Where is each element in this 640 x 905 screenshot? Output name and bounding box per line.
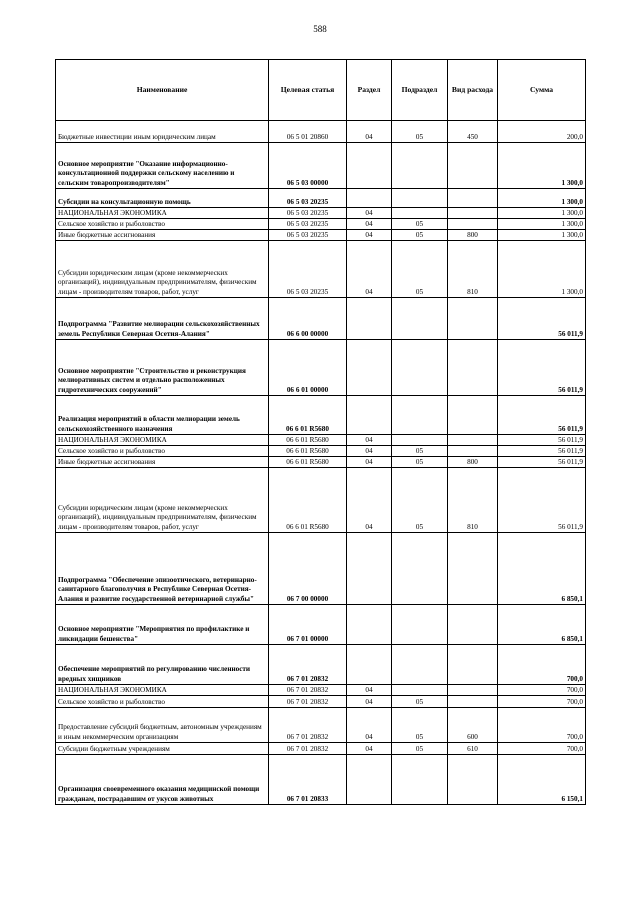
row-vid: 450: [448, 121, 498, 143]
table-row: [56, 743, 586, 755]
row-vid: [448, 446, 498, 457]
row-name: Основное мероприятие "Оказание информационно-консультационной поддержки сельскому населению и сельским товаропроизводителям": [56, 143, 269, 189]
row-razdel: 04: [347, 230, 392, 241]
row-name: Сельское хозяйство и рыболовство: [56, 219, 269, 230]
row-vid: [448, 605, 498, 645]
row-podrazdel: 05: [392, 743, 448, 755]
row-podrazdel: [392, 685, 448, 696]
row-vid: 610: [448, 743, 498, 755]
table-row: [56, 143, 586, 189]
table-row: [56, 685, 586, 696]
row-podrazdel: [392, 298, 448, 340]
row-code: 06 5 03 20235: [269, 241, 347, 298]
row-name: Субсидии юридическим лицам (кроме некоммерческих организаций), индивидуальным предпринимателям, физическим лицам - производителям товаров, работ, услуг: [56, 468, 269, 533]
row-podrazdel: 05: [392, 121, 448, 143]
row-code: 06 7 01 20832: [269, 743, 347, 755]
row-podrazdel: 05: [392, 708, 448, 743]
table-body: [56, 121, 586, 805]
header-razdel: Раздел: [347, 60, 392, 121]
row-code: 06 6 01 R5680: [269, 457, 347, 468]
row-code: 06 7 01 20833: [269, 755, 347, 805]
row-code: 06 5 01 20860: [269, 121, 347, 143]
row-sum: 700,0: [498, 685, 586, 696]
row-razdel: [347, 645, 392, 685]
row-razdel: [347, 533, 392, 605]
row-name: Субсидии бюджетным учреждениям: [56, 743, 269, 755]
row-sum: 700,0: [498, 645, 586, 685]
row-name: Иные бюджетные ассигнования: [56, 230, 269, 241]
row-razdel: 04: [347, 208, 392, 219]
row-name: НАЦИОНАЛЬНАЯ ЭКОНОМИКА: [56, 685, 269, 696]
row-razdel: 04: [347, 219, 392, 230]
row-sum: 700,0: [498, 696, 586, 708]
header-code: Целевая статья: [269, 60, 347, 121]
table-row: [56, 396, 586, 435]
table-row: [56, 468, 586, 533]
row-podrazdel: 05: [392, 241, 448, 298]
row-podrazdel: [392, 533, 448, 605]
row-name: Организация своевременного оказания медицинской помощи гражданам, пострадавшим от укусов животных: [56, 755, 269, 805]
table-row: [56, 241, 586, 298]
row-code: 06 7 01 20832: [269, 685, 347, 696]
table-row: [56, 755, 586, 805]
row-sum: 56 011,9: [498, 396, 586, 435]
row-code: 06 7 01 20832: [269, 645, 347, 685]
table-row: [56, 230, 586, 241]
table-row: [56, 219, 586, 230]
header-vid: Вид расхода: [448, 60, 498, 121]
row-name: НАЦИОНАЛЬНАЯ ЭКОНОМИКА: [56, 208, 269, 219]
budget-table: [55, 59, 586, 805]
row-name: Бюджетные инвестиции иным юридическим лицам: [56, 121, 269, 143]
table-row: [56, 121, 586, 143]
row-podrazdel: [392, 755, 448, 805]
row-vid: [448, 533, 498, 605]
row-code: 06 5 03 20235: [269, 230, 347, 241]
row-vid: 810: [448, 468, 498, 533]
row-vid: [448, 340, 498, 396]
row-name: Иные бюджетные ассигнования: [56, 457, 269, 468]
row-name: Предоставление субсидий бюджетным, автономным учреждениям и иным некоммерческим организациям: [56, 708, 269, 743]
row-vid: [448, 143, 498, 189]
row-sum: 56 011,9: [498, 298, 586, 340]
row-vid: [448, 696, 498, 708]
row-razdel: [347, 605, 392, 645]
row-razdel: 04: [347, 457, 392, 468]
row-sum: 700,0: [498, 708, 586, 743]
row-vid: [448, 298, 498, 340]
header-name: Наименование: [56, 60, 269, 121]
table-row: [56, 457, 586, 468]
row-sum: 6 850,1: [498, 605, 586, 645]
row-razdel: 04: [347, 468, 392, 533]
row-sum: 1 300,0: [498, 208, 586, 219]
row-vid: 810: [448, 241, 498, 298]
row-vid: [448, 396, 498, 435]
row-code: 06 5 03 20235: [269, 189, 347, 208]
row-sum: 1 300,0: [498, 143, 586, 189]
row-vid: 800: [448, 230, 498, 241]
row-sum: 56 011,9: [498, 457, 586, 468]
row-sum: 200,0: [498, 121, 586, 143]
row-podrazdel: 05: [392, 457, 448, 468]
row-podrazdel: [392, 435, 448, 446]
row-razdel: [347, 143, 392, 189]
table-row: [56, 645, 586, 685]
row-code: 06 6 01 R5680: [269, 446, 347, 457]
row-code: 06 5 03 00000: [269, 143, 347, 189]
row-name: Подпрограмма "Развитие мелиорации сельскохозяйственных земель Республики Северная Осетия-Алания": [56, 298, 269, 340]
row-name: Реализация мероприятий в области мелиорации земель сельскохозяйственного назначения: [56, 396, 269, 435]
row-sum: 1 300,0: [498, 230, 586, 241]
row-vid: [448, 645, 498, 685]
header-podrazdel: Подраздел: [392, 60, 448, 121]
row-podrazdel: [392, 143, 448, 189]
page-number: 588: [313, 24, 327, 34]
row-razdel: [347, 298, 392, 340]
header-sum: Сумма: [498, 60, 586, 121]
row-razdel: [347, 396, 392, 435]
row-name: Подпрограмма "Обеспечение эпизоотического, ветеринарно-санитарного благополучия в Республике Северная Осетия-Алания и развитие государственной ветеринарной службы": [56, 533, 269, 605]
row-sum: 700,0: [498, 743, 586, 755]
row-code: 06 6 00 00000: [269, 298, 347, 340]
row-code: 06 7 01 20832: [269, 696, 347, 708]
row-sum: 56 011,9: [498, 340, 586, 396]
row-podrazdel: [392, 645, 448, 685]
row-razdel: 04: [347, 435, 392, 446]
row-podrazdel: [392, 340, 448, 396]
row-podrazdel: [392, 396, 448, 435]
row-name: Обеспечение мероприятий по регулированию численности вредных хищников: [56, 645, 269, 685]
table-row: [56, 605, 586, 645]
row-razdel: 04: [347, 446, 392, 457]
table-row: [56, 696, 586, 708]
row-sum: 56 011,9: [498, 435, 586, 446]
row-code: 06 6 01 R5680: [269, 435, 347, 446]
row-sum: 6 150,1: [498, 755, 586, 805]
row-name: Сельское хозяйство и рыболовство: [56, 446, 269, 457]
row-code: 06 5 03 20235: [269, 219, 347, 230]
row-vid: [448, 685, 498, 696]
row-code: 06 7 00 00000: [269, 533, 347, 605]
row-vid: 800: [448, 457, 498, 468]
row-sum: 56 011,9: [498, 446, 586, 457]
row-vid: [448, 435, 498, 446]
row-sum: 1 300,0: [498, 219, 586, 230]
row-sum: 6 850,1: [498, 533, 586, 605]
row-code: 06 7 01 00000: [269, 605, 347, 645]
row-name: Сельское хозяйство и рыболовство: [56, 696, 269, 708]
table-row: [56, 533, 586, 605]
row-vid: [448, 189, 498, 208]
row-razdel: 04: [347, 743, 392, 755]
row-name: Основное мероприятие "Мероприятия по профилактике и ликвидации бешенства": [56, 605, 269, 645]
row-razdel: 04: [347, 241, 392, 298]
row-podrazdel: [392, 189, 448, 208]
row-razdel: [347, 340, 392, 396]
row-podrazdel: 05: [392, 696, 448, 708]
table-row: [56, 708, 586, 743]
row-podrazdel: [392, 605, 448, 645]
table-row: [56, 298, 586, 340]
row-vid: [448, 755, 498, 805]
table-row: [56, 208, 586, 219]
row-code: 06 6 01 R5680: [269, 468, 347, 533]
row-podrazdel: 05: [392, 219, 448, 230]
row-sum: 1 300,0: [498, 189, 586, 208]
row-name: Субсидии на консультационную помощь: [56, 189, 269, 208]
table-row: [56, 189, 586, 208]
row-code: 06 7 01 20832: [269, 708, 347, 743]
table-row: [56, 340, 586, 396]
row-podrazdel: 05: [392, 468, 448, 533]
row-sum: 1 300,0: [498, 241, 586, 298]
row-razdel: 04: [347, 121, 392, 143]
row-name: Основное мероприятие "Строительство и реконструкция мелиоративных систем и отдельно расположенных гидротехнических сооружений": [56, 340, 269, 396]
row-vid: 600: [448, 708, 498, 743]
row-code: 06 6 01 R5680: [269, 396, 347, 435]
row-razdel: 04: [347, 708, 392, 743]
table-row: [56, 446, 586, 457]
row-razdel: 04: [347, 685, 392, 696]
row-razdel: [347, 189, 392, 208]
row-vid: [448, 208, 498, 219]
row-razdel: 04: [347, 696, 392, 708]
row-podrazdel: 05: [392, 446, 448, 457]
row-name: Субсидии юридическим лицам (кроме некоммерческих организаций), индивидуальным предпринимателям, физическим лицам - производителям товаров, работ, услуг: [56, 241, 269, 298]
row-name: НАЦИОНАЛЬНАЯ ЭКОНОМИКА: [56, 435, 269, 446]
row-sum: 56 011,9: [498, 468, 586, 533]
row-razdel: [347, 755, 392, 805]
row-code: 06 5 03 20235: [269, 208, 347, 219]
table-row: [56, 435, 586, 446]
row-podrazdel: 05: [392, 230, 448, 241]
row-podrazdel: [392, 208, 448, 219]
table-header-row: [56, 60, 586, 121]
row-vid: [448, 219, 498, 230]
row-code: 06 6 01 00000: [269, 340, 347, 396]
